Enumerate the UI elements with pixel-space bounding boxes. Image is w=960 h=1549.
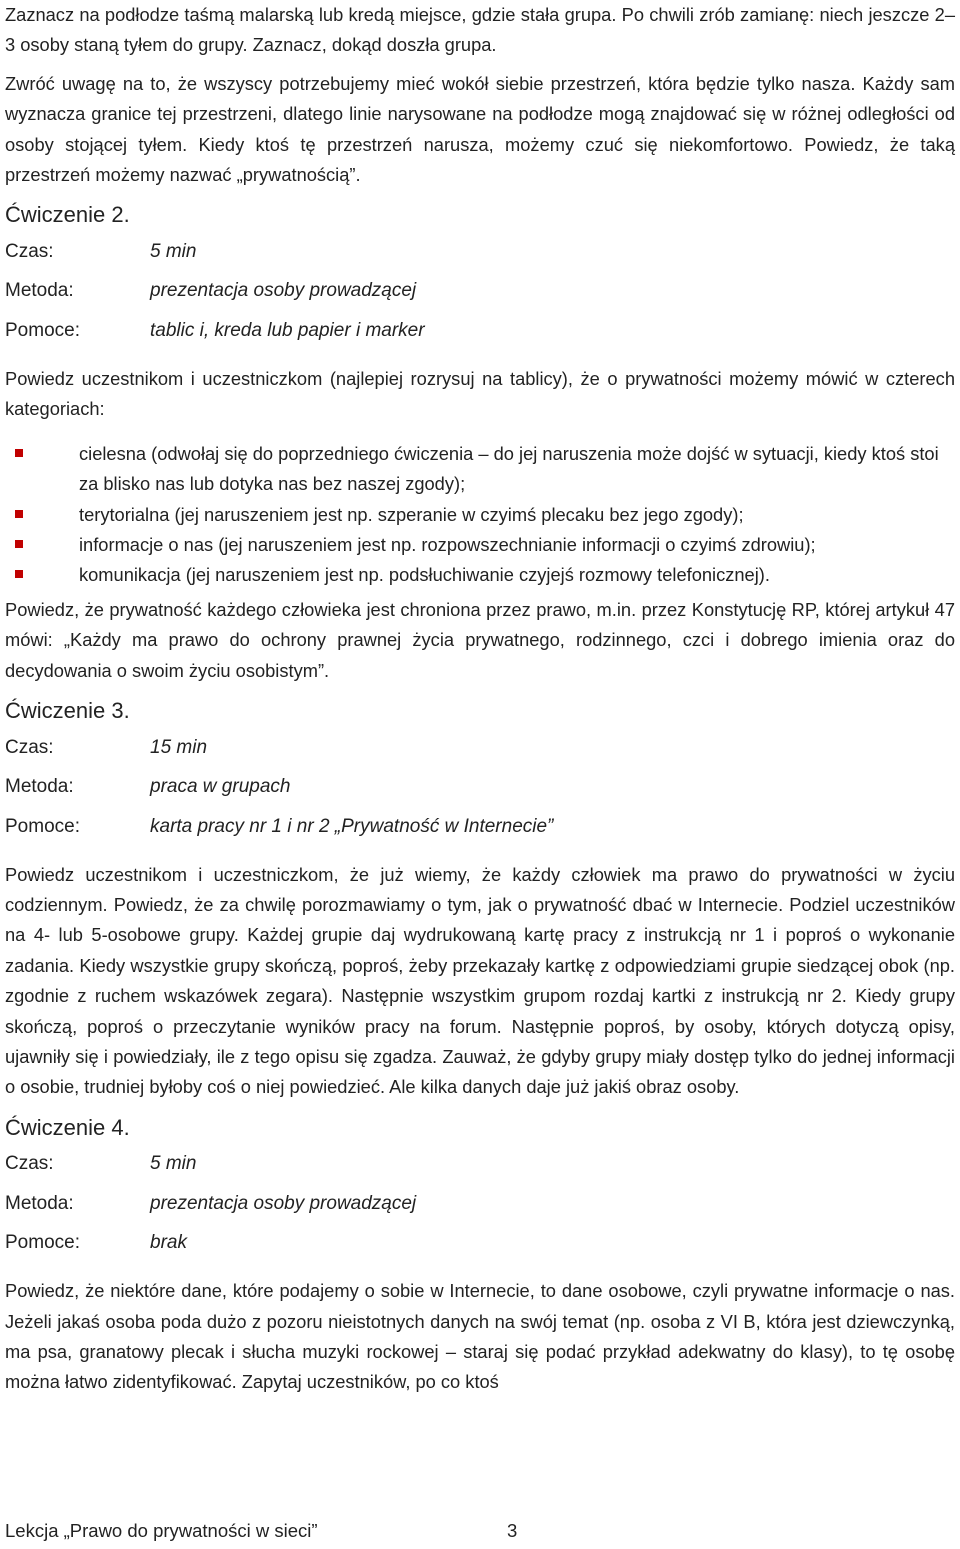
aids-value: tablic i, kreda lub papier i marker bbox=[150, 319, 425, 341]
page-number: 3 bbox=[507, 1520, 518, 1541]
exercise-4-method-row bbox=[5, 1184, 955, 1224]
method-label: Metoda: bbox=[5, 776, 74, 798]
exercise-4-heading: Ćwiczenie 4. bbox=[5, 1114, 130, 1140]
privacy-categories-list bbox=[5, 439, 955, 591]
time-label: Czas: bbox=[5, 736, 54, 758]
aids-label: Pomoce: bbox=[5, 1232, 80, 1254]
exercise-4-aids-row bbox=[5, 1224, 955, 1264]
exercise-3-paragraph-1: Powiedz uczestnikom i uczestniczkom, że już wiemy, że każdy człowiek ma prawo do prywatności w życiu codziennym. Powiedz, że za chwilę porozmawiamy o tym, jak o prywatność dbać w Internecie. Podziel uczestników na 4- lub 5-osobowe grupy. Każdej grupie daj wydrukowaną kartę pracy z instrukcją nr 1 i poproś o wykonanie zadania. Kiedy wszystkie grupy skończą, poproś, żeby przekazały kartkę z odpowiedziami grupie siedzącej obok (np. zgodnie z ruchem wskazówek zegara). Następnie wszystkim grupom rozdaj kartki z instrukcją nr 2. Kiedy grupy skończą, poproś o przeczytanie wyników pracy na forum. Następnie poproś, by osoby, których dotyczą opisy, ujawniły się i powiedziały, ile z tego opisu się zgadza. Zauważ, że gdyby grupy miały dostęp tylko do jednej informacji o osobie, trudniej byłoby coś o niej powiedzieć. Ale kilka danych daje już jakiś obraz osoby. bbox=[5, 863, 955, 1098]
time-label: Czas: bbox=[5, 1153, 54, 1175]
list-item-text: komunikacja (jej naruszeniem jest np. podsłuchiwanie czyjejś rozmowy telefonicznej). bbox=[79, 564, 770, 586]
exercise-2-paragraph-1: Powiedz uczestnikom i uczestniczkom (najlepiej rozrysuj na tablicy), że o prywatności możemy mówić w czterech kategoriach: bbox=[5, 367, 955, 420]
exercise-2-time-row bbox=[5, 232, 955, 272]
method-label: Metoda: bbox=[5, 1192, 74, 1214]
aids-label: Pomoce: bbox=[5, 815, 80, 837]
exercise-3-method-row bbox=[5, 768, 955, 808]
exercise-2-aids-row bbox=[5, 311, 955, 351]
time-value: 5 min bbox=[150, 1153, 197, 1175]
footer-lesson-title: Lekcja „Prawo do prywatności w sieci” bbox=[5, 1520, 318, 1541]
list-item bbox=[79, 500, 955, 530]
aids-label: Pomoce: bbox=[5, 319, 80, 341]
exercise-2-paragraph-2: Powiedz, że prywatność każdego człowieka jest chroniona przez prawo, m.in. przez Konstytucję RP, której artykuł 47 mówi: „Każdy ma prawo do ochrony prawnej życia prywatnego, rodzinnego, czci i dobrego imienia oraz do decydowania o swoim życiu osobistym”. bbox=[5, 598, 955, 681]
aids-value: karta pracy nr 1 i nr 2 „Prywatność w Internecie” bbox=[150, 815, 554, 837]
bullet-icon bbox=[15, 510, 23, 518]
list-item bbox=[79, 439, 955, 500]
exercise-4 bbox=[5, 1111, 955, 1398]
time-value: 5 min bbox=[150, 240, 197, 262]
list-item bbox=[79, 530, 955, 560]
intro-paragraph-1: Zaznacz na podłodze taśmą malarską lub kredą miejsce, gdzie stała grupa. Po chwili zrób zamianę: niech jeszcze 2–3 osoby staną tyłem do grupy. Zaznacz, dokąd doszła grupa. bbox=[5, 4, 955, 56]
bullet-icon bbox=[15, 570, 23, 578]
list-item-text: cielesna (odwołaj się do poprzedniego ćwiczenia – do jej naruszenia może dojść w sytuacji, kiedy ktoś stoi za blisko nas lub dotyka nas bez naszej zgody); bbox=[79, 442, 939, 495]
exercise-4-time-row bbox=[5, 1145, 955, 1185]
bullet-icon bbox=[15, 449, 23, 457]
list-item-text: terytorialna (jej naruszeniem jest np. szperanie w czyimś plecaku bez jego zgody); bbox=[79, 503, 744, 525]
intro-paragraph-2: Zwróć uwagę na to, że wszyscy potrzebujemy mieć wokół siebie przestrzeń, która będzie tylko nasza. Każdy sam wyznacza granice tej przestrzeni, dlatego linie narysowane na podłodze mogą znajdować się w różnej odległości od osoby stojącej tyłem. Kiedy ktoś tę przestrzeń narusza, możemy czuć się niekomfortowo. Powiedz, że taką przestrzeń możemy nazwać „prywatnością”. bbox=[5, 72, 955, 186]
exercise-3-time-row bbox=[5, 728, 955, 768]
exercise-2-method-row bbox=[5, 272, 955, 312]
time-value: 15 min bbox=[150, 736, 208, 758]
method-value: prezentacja osoby prowadzącej bbox=[150, 1192, 417, 1214]
method-value: prezentacja osoby prowadzącej bbox=[150, 280, 417, 302]
exercise-3-heading: Ćwiczenie 3. bbox=[5, 698, 130, 723]
time-label: Czas: bbox=[5, 240, 54, 262]
exercise-2-heading: Ćwiczenie 2. bbox=[5, 202, 130, 228]
exercise-2 bbox=[5, 198, 955, 686]
exercise-3 bbox=[5, 694, 955, 1103]
list-item bbox=[79, 560, 955, 590]
method-label: Metoda: bbox=[5, 280, 74, 302]
exercise-4-paragraph-1: Powiedz, że niektóre dane, które podajemy o sobie w Internecie, to dane osobowe, czyli prywatne informacje o nas. Jeżeli jakaś osoba poda dużo z pozoru nieistotnych danych na swój temat (np. osoba z VI B, która jest dziewczynką, ma psa, granatowy plecak i słucha muzyki rockowej – staraj się podać przykład adekwatny do klasy), to tę osobę można łatwo zidentyfikować. Zapytaj uczestników, po co ktoś bbox=[5, 1280, 955, 1393]
exercise-3-aids-row bbox=[5, 807, 955, 847]
aids-value: brak bbox=[150, 1232, 187, 1254]
list-item-text: informacje o nas (jej naruszeniem jest np. rozpowszechnianie informacji o czyimś zdrowiu); bbox=[79, 533, 816, 555]
method-value: praca w grupach bbox=[150, 776, 291, 798]
bullet-icon bbox=[15, 540, 23, 548]
page-footer bbox=[5, 1516, 705, 1546]
